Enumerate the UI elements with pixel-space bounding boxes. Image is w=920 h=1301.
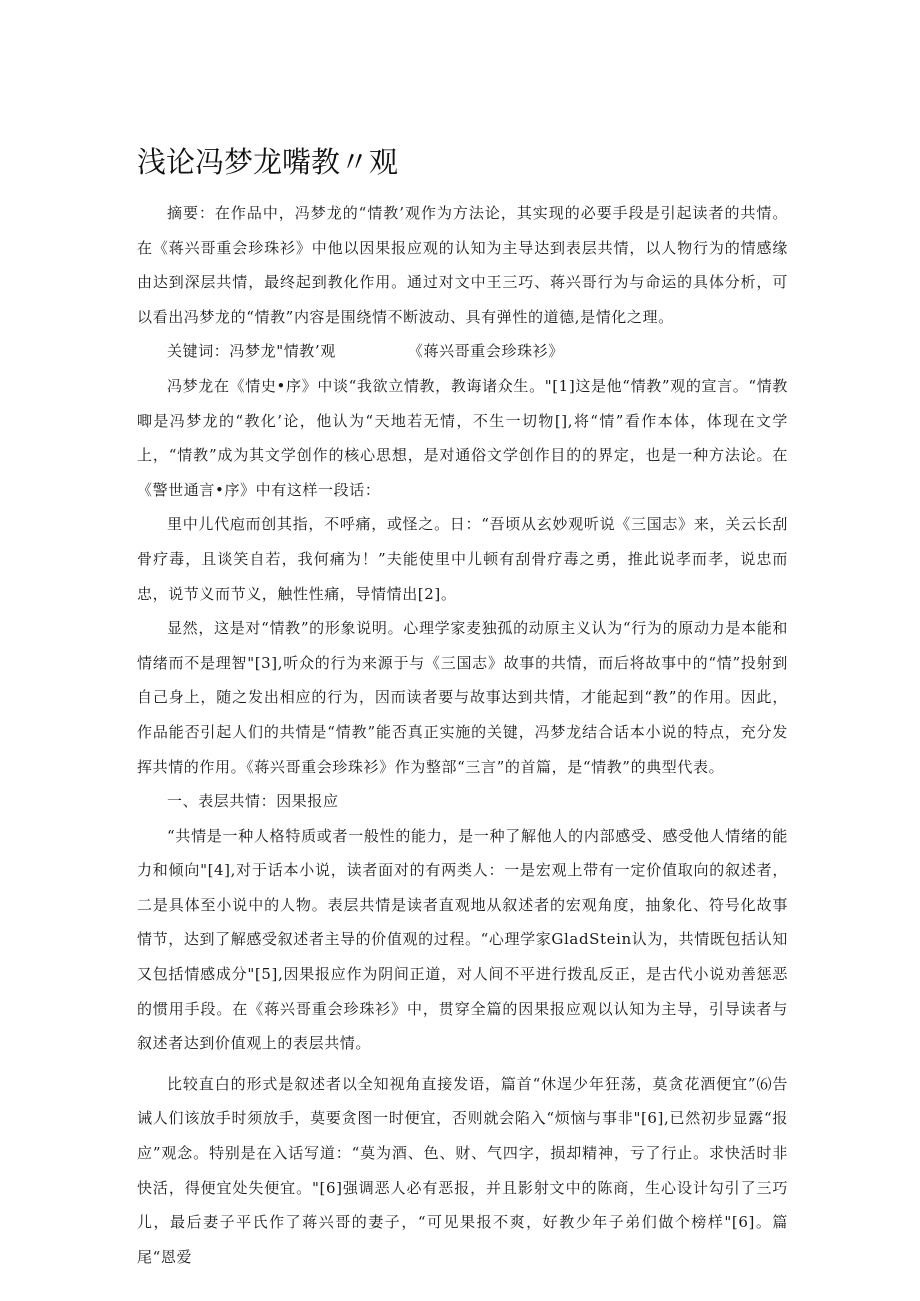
body-paragraph-2: 显然，这是对“情教”的形象说明。心理学家麦独孤的动原主义认为“行为的原动力是本能和情绪而不是理智"[3],听众的行为来源于与《三国志》故事的共情，而后将故事中的“情”投射到自己身上，随之发出相应的行为，因而读者要与故事达到共情，才能起到“教”的作用。因此，作品能否引起人们的共情是“情教”能否真正实施的关键，冯梦龙结合话本小说的特点，充分发挥共情的作用。《蒋兴哥重会珍珠衫》作为整部“三言”的首篇，是“情教”的典型代表。 — [137, 619, 788, 776]
keywords-label: 关键词：冯梦龙"情教’观 — [167, 342, 336, 361]
keywords-item: 《蒋兴哥重会珍珠衫》 — [407, 342, 564, 361]
body-paragraph-4: 比较直白的形式是叙述者以全知视角直接发语，篇首“休逞少年狂荡，莫贪花酒便宜”⑹告诫人们该放手时须放手，莫要贪图一时便宜，否则就会陷入“烦恼与事非"[6],已然初步显露“报应”观念。特别是在入话写道：“莫为酒、色、财、气四字，损却精神，亏了行止。求快活时非快活，得便宜处失便宜。"[6]强调恶人必有恶报，并且影射文中的陈商，生心设计勾引了三巧儿，最后妻子平氏作了蒋兴哥的妻子，“可见果报不爽，好教少年子弟们做个榜样"[6]。篇尾“恩爱 — [137, 1074, 788, 1266]
document-body — [137, 196, 788, 1274]
page-title: 浅论冯梦龙嘴教〃观 — [137, 145, 399, 179]
abstract-paragraph: 摘要：在作品中，冯梦龙的“情教’观作为方法论，其实现的必要手段是引起读者的共情。在《蒋兴哥重会珍珠衫》中他以因果报应观的认知为主导达到表层共情，以人物行为的情感缘由达到深层共情，最终起到教化作用。通过对文中王三巧、蒋兴哥行为与命运的具体分析，可以看出冯梦龙的“情教”内容是围绕情不断波动、具有弹性的道德,是情化之理。 — [137, 204, 788, 326]
quote-paragraph: 里中儿代庖而创其指，不呼痛，或怪之。日：“吾顷从玄妙观听说《三国志》来，关云长刮骨疗毒，且谈笑自若，我何痛为！”夫能使里中儿顿有刮骨疗毒之勇，推此说孝而孝，说忠而忠，说节义而节义，触性性痛，导情情出[2]。 — [137, 515, 788, 603]
keywords-line — [137, 334, 788, 369]
body-paragraph-3: “共情是一种人格特质或者一般性的能力，是一种了解他人的内部感受、感受他人情绪的能力和倾向"[4],对于话本小说，读者面对的有两类人：一是宏观上带有一定价值取向的叙述者，二是具体至小说中的人物。表层共情是读者直观地从叙述者的宏观角度，抽象化、符号化故事情节，达到了解感受叙述者主导的价值观的过程。“心理学家GladStein认为，共情既包括认知又包括情感成分"[5],因果报应作为阴间正道，对人间不平进行拨乱反正，是古代小说劝善惩恶的惯用手段。在《蒋兴哥重会珍珠衫》中，贯穿全篇的因果报应观以认知为主导，引导读者与叙述者达到价值观上的表层共情。 — [137, 826, 788, 1053]
section-heading-1: 一、表层共情：因果报应 — [167, 792, 339, 811]
body-paragraph-1: 冯梦龙在《情史•序》中谈“我欲立情教，教诲诸众生。"[1]这是他“情教”观的宣言。“情教唧是冯梦龙的“教化’论，他认为“天地若无情，不生一切物[],将“情”看作本体，体现在文学上，“情教”成为其文学创作的核心思想，是对通俗文学创作目的的界定，也是一种方法论。在《警世通言•序》中有这样一段话： — [137, 376, 788, 499]
